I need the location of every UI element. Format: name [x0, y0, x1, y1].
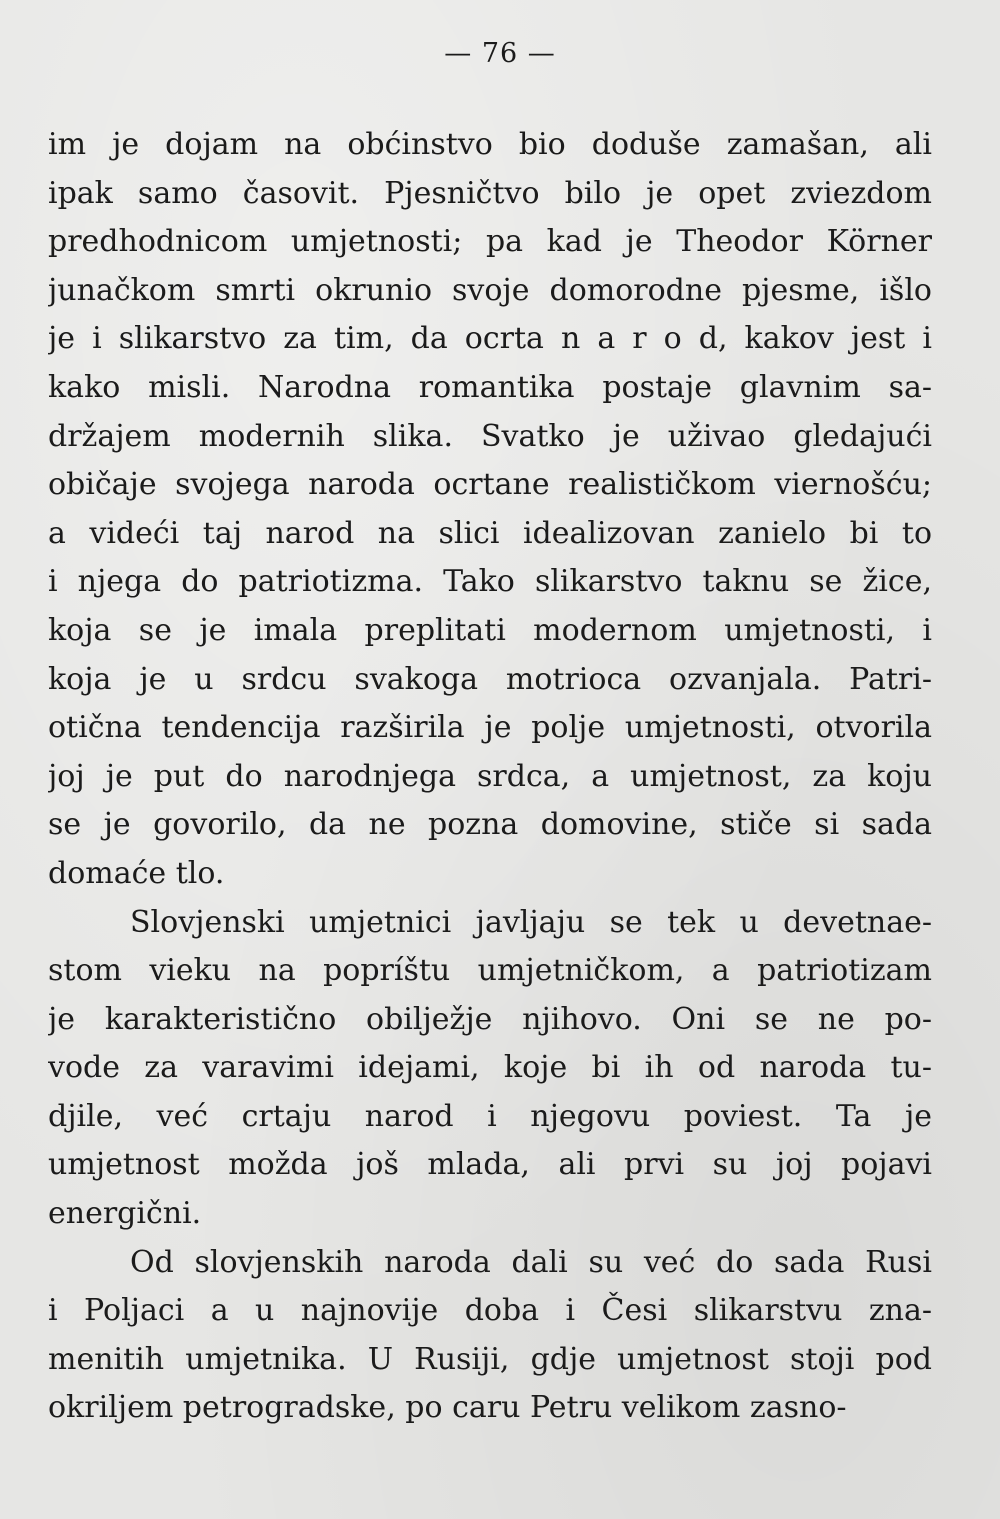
text-line: a videći taj narod na slici idealizovan zanielo bi to — [48, 515, 932, 551]
text-line: je karakteristično obilježje njihovo. Oni se ne po- — [48, 1001, 932, 1037]
text-line: običaje svojega naroda ocrtane realističkom viernošću; — [48, 467, 932, 503]
text-line: koja je u srdcu svakoga motrioca ozvanjala. Patri- — [48, 661, 932, 697]
text-line: umjetnost možda još mlada, ali prvi su joj pojavi — [48, 1147, 932, 1183]
text-line: stom vieku na popríštu umjetničkom, a patriotizam — [48, 953, 932, 989]
text-line: djile, već crtaju narod i njegovu poviest. Ta je — [48, 1098, 932, 1134]
text-line: vode za varavimi idejami, koje bi ih od naroda tu- — [48, 1050, 932, 1086]
text-line: domaće tlo. — [48, 855, 225, 891]
paragraph — [48, 121, 932, 899]
text-line: junačkom smrti okrunio svoje domorodne pjesme, išlo — [48, 272, 932, 308]
text-line: menitih umjetnika. U Rusiji, gdje umjetnost stoji pod — [48, 1341, 932, 1377]
text-line: Slovjenski umjetnici javljaju se tek u devetnae- — [130, 904, 932, 940]
text-line: je i slikarstvo za tim, da ocrta n a r o d, kakov jest i — [48, 321, 932, 357]
text-line: ipak samo časovit. Pjesničtvo bilo je opet zviezdom — [48, 175, 932, 211]
text-line: i njega do patriotizma. Tako slikarstvo taknu se žice, — [48, 564, 932, 600]
text-line: kako misli. Narodna romantika postaje glavnim sa- — [48, 369, 932, 405]
text-line: energični. — [48, 1196, 202, 1232]
body-text — [48, 121, 932, 1433]
text-line: im je dojam na obćinstvo bio doduše zamašan, ali — [48, 127, 932, 162]
text-line: i Poljaci a u najnovije doba i Česi slikarstvu zna- — [48, 1293, 932, 1329]
text-line: predhodnicom umjetnosti; pa kad je Theodor Körner — [48, 224, 932, 260]
text-line: koja se je imala preplitati modernom umjetnosti, i — [48, 612, 932, 648]
paragraph — [48, 1239, 932, 1433]
text-line: okriljem petrogradske, po caru Petru velikom zasno- — [48, 1390, 847, 1426]
page-number: — 76 — — [444, 38, 556, 69]
text-line: otična tendencija razširila je polje umjetnosti, otvorila — [48, 710, 932, 746]
text-line: Od slovjenskih naroda dali su već do sada Rusi — [130, 1244, 932, 1280]
text-line: se je govorilo, da ne pozna domovine, stiče si sada — [48, 807, 932, 843]
text-line: joj je put do narodnjega srdca, a umjetnost, za koju — [48, 758, 932, 794]
paragraph — [48, 899, 932, 1239]
text-line: držajem modernih slika. Svatko je uživao gledajući — [48, 418, 932, 454]
